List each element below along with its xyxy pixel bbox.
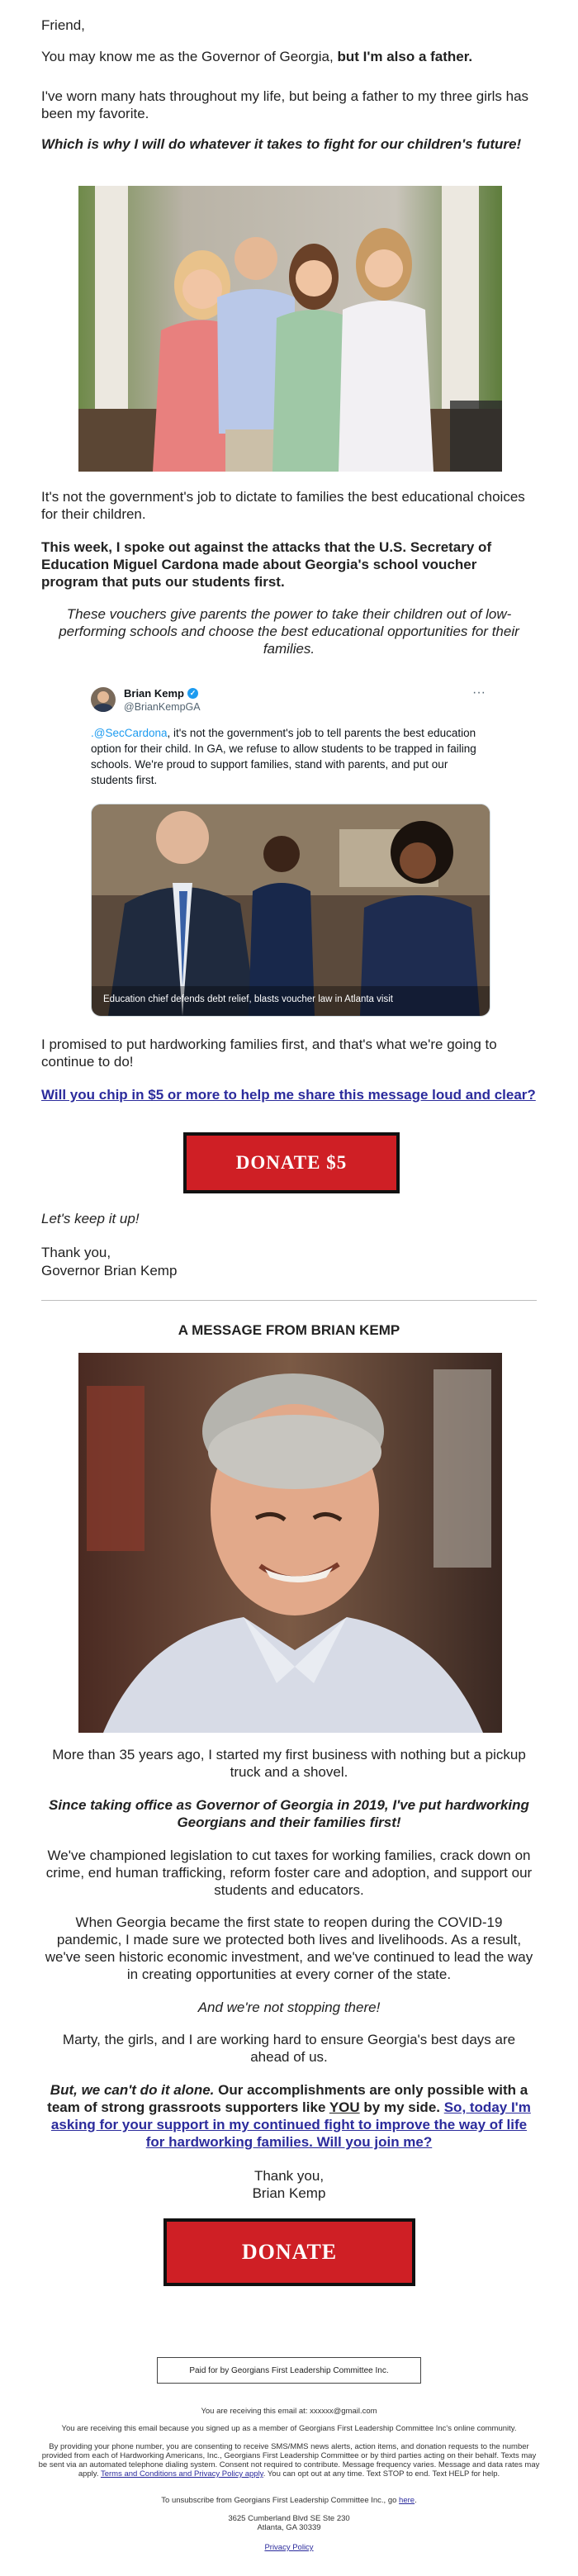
message-heading: A MESSAGE FROM BRIAN KEMP (178, 1322, 400, 1338)
unsubscribe-text: To unsubscribe from Georgians First Leadership Committee Inc., go (161, 2496, 400, 2505)
donate-button[interactable]: DONATE (163, 2218, 415, 2286)
intro-paragraph (41, 48, 537, 65)
receiving-email: You are receiving this email at: xxxxxx@gmail.com (201, 2407, 377, 2416)
message-signature: Brian Kemp (252, 2185, 326, 2201)
cant-do-it-end: by my side. (359, 2099, 444, 2115)
tweet-avatar (91, 687, 116, 712)
intro-bold: but I'm also a father. (337, 49, 473, 64)
sms-consent (37, 2442, 541, 2479)
you-emphasis: YOU (329, 2099, 360, 2115)
sms-consent-end: . You can opt out at any time. Text STOP to end. Text HELP for help. (263, 2469, 500, 2479)
unsubscribe-link[interactable]: here (399, 2496, 415, 2505)
tweet-image-caption: Education chief defends debt relief, blasts voucher law in Atlanta visit (103, 994, 393, 1004)
covid-paragraph: When Georgia became the first state to reopen during the COVID-19 pandemic, I made sure we protected both lives and livelihoods. As a result, we've seen historic economic investment, and we've continued to lead the way in creating opportunities at every corner of the state. (45, 1914, 533, 1982)
unsubscribe-line: To unsubscribe from Georgians First Leadership Committee Inc., go here. (161, 2496, 417, 2505)
paid-for-text: Paid for by Georgians First Leadership Committee Inc. (189, 2365, 389, 2375)
intro-text: You may know me as the Governor of Georgia, (41, 49, 338, 64)
tweet-news-image[interactable] (91, 804, 490, 1017)
family-photo (78, 186, 502, 472)
chip-in-paragraph (41, 1086, 537, 1103)
chip-in-link[interactable]: Will you chip in $5 or more to help me share this message loud and clear? (41, 1087, 536, 1103)
signed-up-notice: You are receiving this email because you signed up as a member of Georgians First Leadership Committee Inc's online community. (61, 2424, 517, 2433)
tweet-author: Brian Kemp (124, 687, 184, 700)
signature: Governor Brian Kemp (41, 1263, 178, 1279)
not-stopping-paragraph: And we're not stopping there! (197, 2000, 381, 2015)
cant-do-it-text: Our accomplishments are only possible with a team of strong grassroots supporters like (47, 2082, 528, 2115)
divider (41, 1300, 537, 1301)
verified-badge-icon: ✓ (187, 688, 198, 699)
years-paragraph: More than 35 years ago, I started my first business with nothing but a pickup truck and a shovel. (52, 1747, 526, 1780)
address-line-2: Atlanta, GA 30339 (257, 2523, 321, 2532)
vouchers-paragraph: These vouchers give parents the power to take their children out of low-performing schools and choose the best educational opportunities for their families. (59, 606, 519, 657)
tweet-handle: @BrianKempGA (124, 701, 201, 713)
greeting: Friend, (41, 17, 85, 33)
portrait-photo (78, 1353, 502, 1733)
privacy-policy-link[interactable]: Privacy Policy (264, 2543, 314, 2552)
since-paragraph: Since taking office as Governor of Georgia in 2019, I've put hardworking Georgians and their families first! (49, 1797, 529, 1830)
privacy-policy-line (37, 2543, 541, 2552)
join-me-link[interactable]: So, today I'm asking for your support in my continued fight to improve the way of life for hardworking families. Will you join me? (50, 2099, 531, 2150)
paid-for-box (157, 2357, 421, 2384)
keep-it-up: Let's keep it up! (41, 1211, 140, 1226)
tweet-body: , it's not the government's job to tell parents the best education option for their child. In GA, we refuse to allow students to be trapped in failing schools. We're proud to support families, stand with parents, and put our students first. (91, 727, 476, 786)
donate-5-button[interactable]: DONATE $5 (183, 1132, 400, 1193)
address-line-1: 3625 Cumberland Blvd SE Ste 230 (228, 2514, 350, 2523)
cant-do-it-paragraph (41, 2081, 537, 2151)
thank-you: Thank you, (41, 1245, 111, 1260)
legislation-paragraph: We've championed legislation to cut taxes for working families, crack down on crime, end human trafficking, reform foster care and adoption, and support our students and educators. (45, 1848, 533, 1898)
not-government-paragraph: It's not the government's job to dictate to families the best educational choices for their children. (41, 489, 525, 522)
tweet-mention[interactable]: .@SecCardona (91, 727, 168, 739)
cant-do-it-bold: But, we can't do it alone. (50, 2082, 215, 2098)
terms-link[interactable]: Terms and Conditions and Privacy Policy apply (100, 2469, 263, 2479)
promise-paragraph: I promised to put hardworking families first, and that's what we're going to continue to do! (41, 1037, 497, 1070)
hats-paragraph: I've worn many hats throughout my life, but being a father to my three girls has been my favorite. (41, 88, 529, 121)
this-week-paragraph: This week, I spoke out against the attacks that the U.S. Secretary of Education Miguel Cardona made about Georgia's school voucher program that puts our students first. (41, 539, 492, 590)
message-thank-you: Thank you, (253, 2168, 325, 2184)
more-options-icon[interactable]: ··· (472, 686, 486, 700)
fight-paragraph: Which is why I will do whatever it takes to fight for our children's future! (41, 136, 522, 152)
marty-paragraph: Marty, the girls, and I are working hard to ensure Georgia's best days are ahead of us. (62, 2032, 516, 2065)
tweet-text (91, 725, 489, 788)
tweet-embed[interactable] (91, 677, 489, 1024)
tweet-author-row (124, 687, 198, 700)
sms-consent-text: By providing your phone number, you are consenting to receive SMS/MMS news alerts, action items, and donation requests to the number provided from each of Hardworking Americans, Inc., Georgians First Leadership Committee or by third parties acting on their behalf. Texts may be sent via an automated telephone dialing system. Consent not required to contribute. Message frequency varies. Message and data rates may apply. (38, 2442, 540, 2479)
